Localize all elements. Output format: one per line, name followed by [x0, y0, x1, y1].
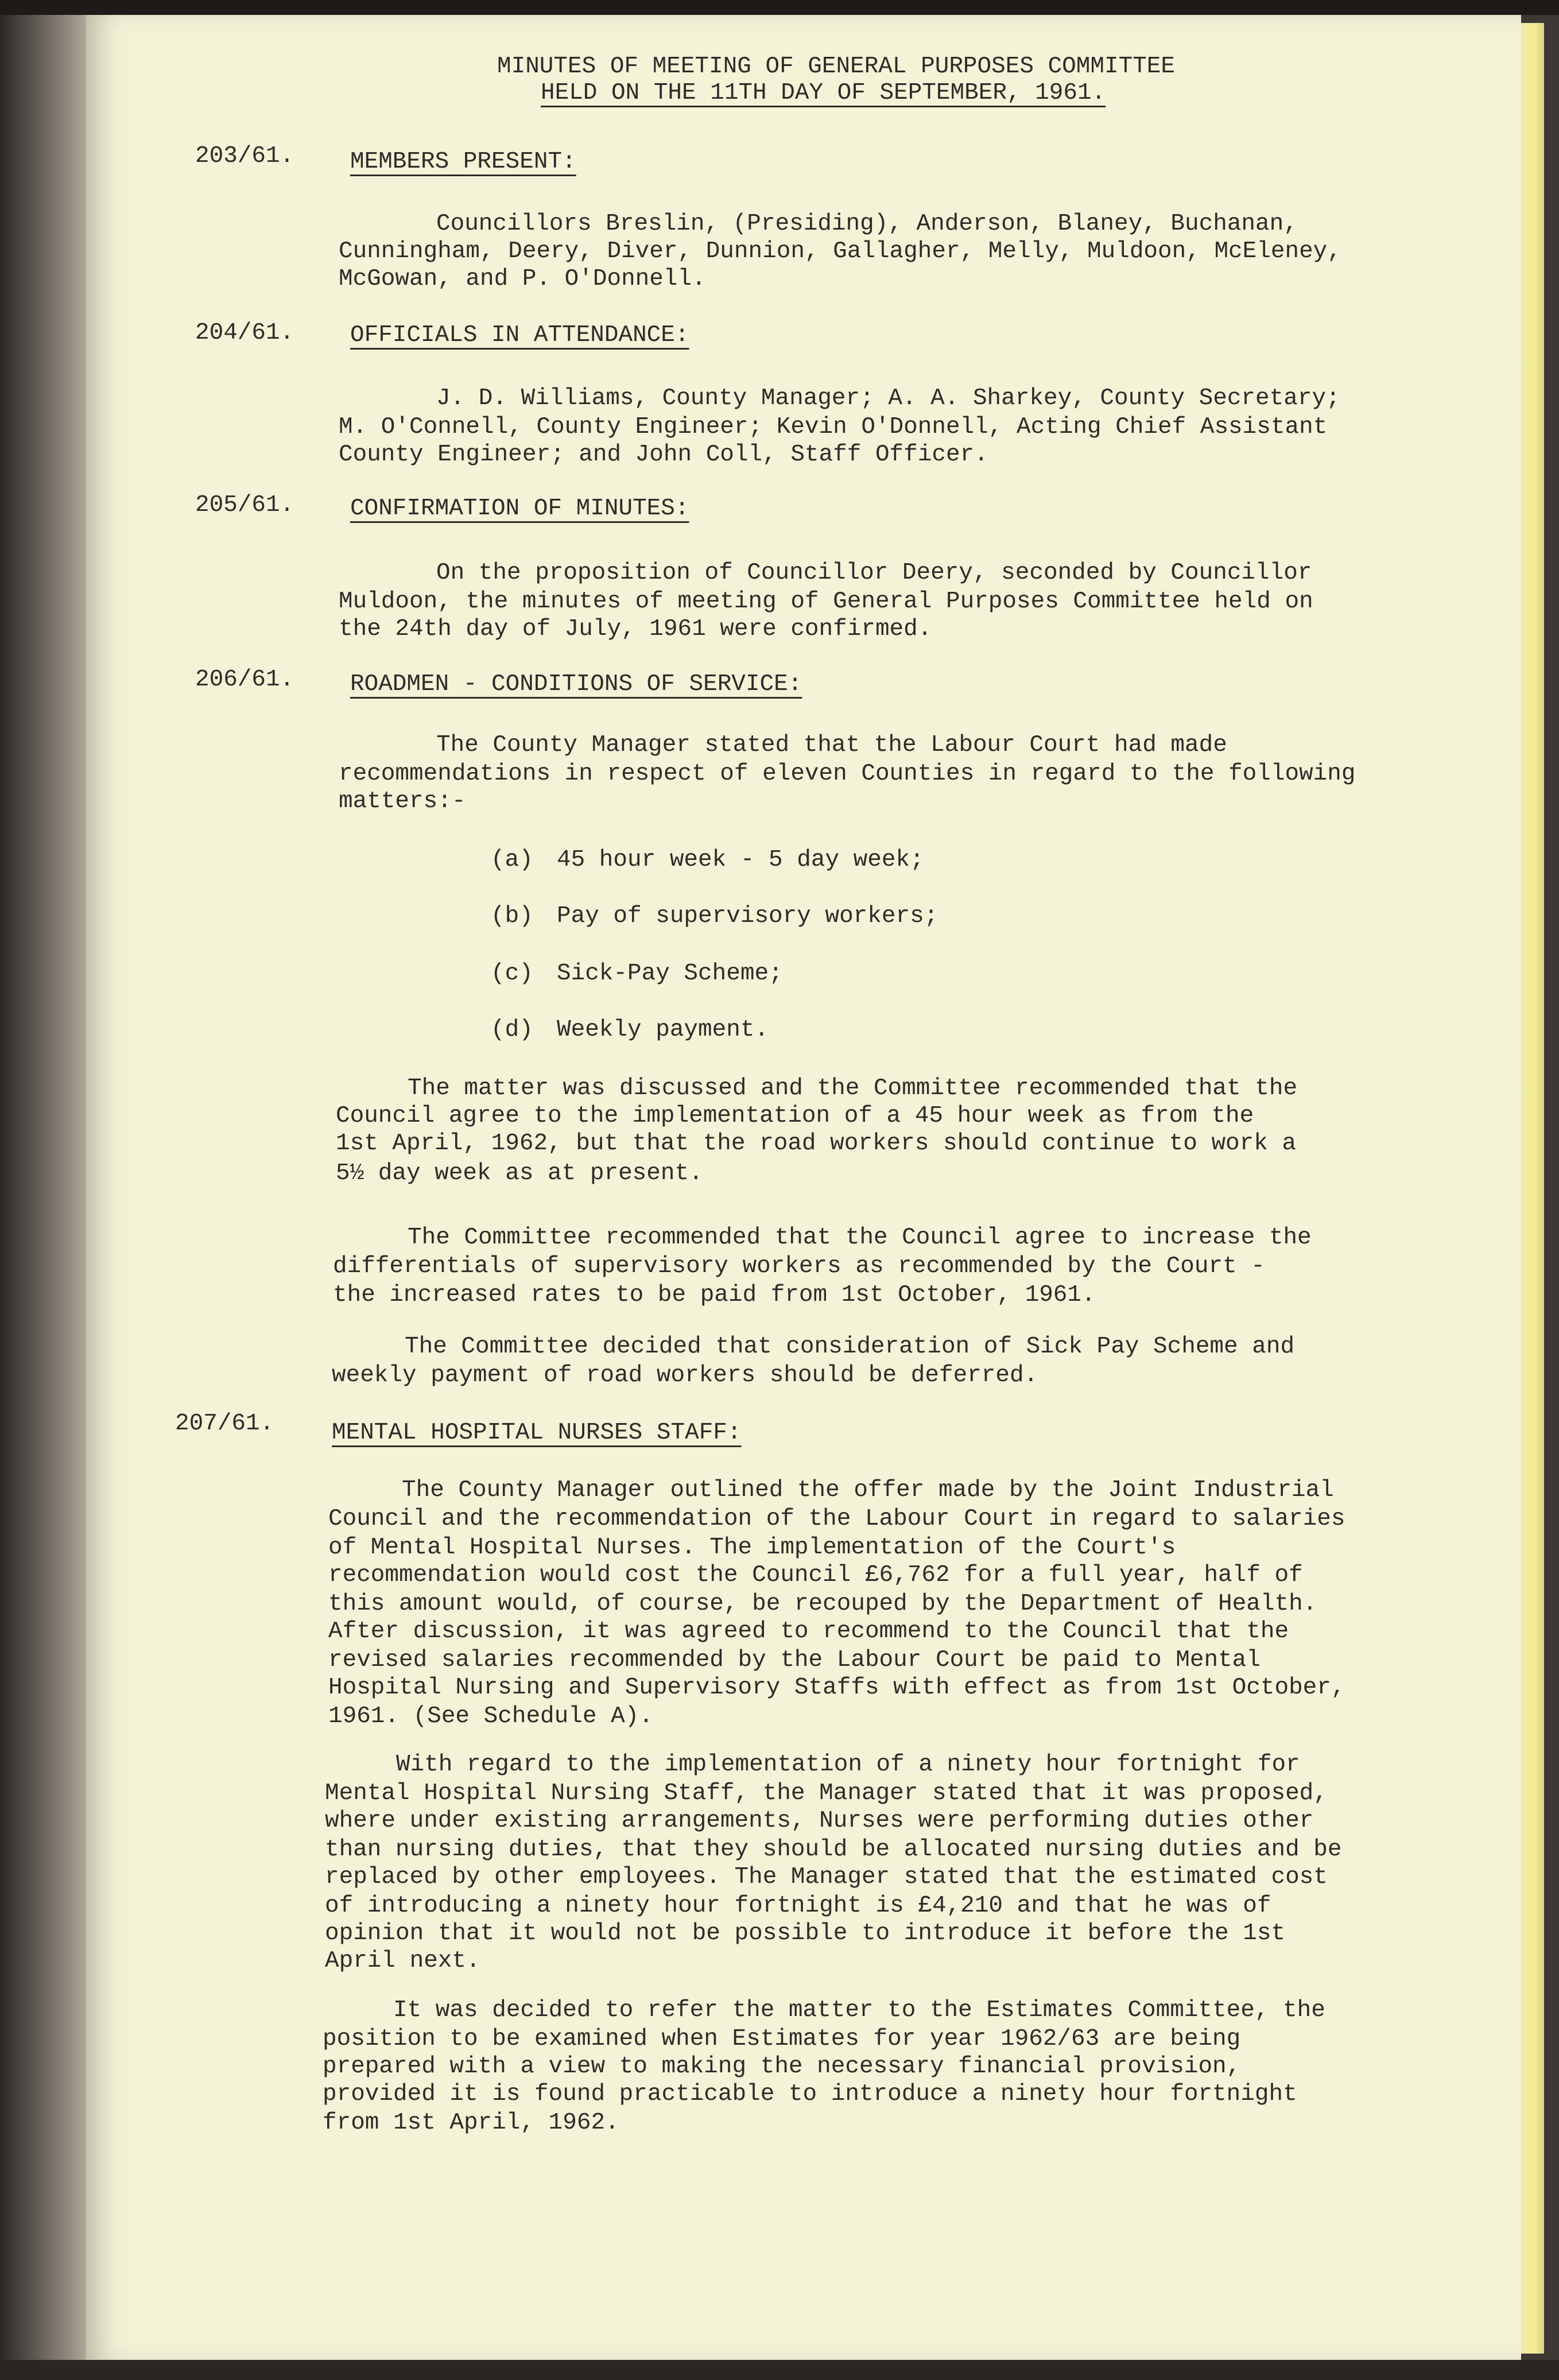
text-line: M. O'Connell, County Engineer; Kevin O'Donnell, Acting Chief Assistant	[339, 414, 1328, 440]
text-line: recommendation would cost the Council £6,762 for a full year, half of	[328, 1562, 1303, 1588]
list-item: 45 hour week - 5 day week;	[557, 847, 924, 873]
text-line: this amount would, of course, be recouped by the Department of Health.	[328, 1591, 1317, 1617]
document-subtitle: HELD ON THE 11TH DAY OF SEPTEMBER, 1961.	[541, 80, 1106, 106]
text-line: position to be examined when Estimates for year 1962/63 are being	[323, 2026, 1241, 2052]
text-line: of introducing a ninety hour fortnight is £4,210 and that he was of	[325, 1893, 1271, 1919]
text-line: weekly payment of road workers should be deferred.	[332, 1362, 1038, 1389]
list-item: Sick-Pay Scheme;	[557, 960, 783, 987]
document-title: MINUTES OF MEETING OF GENERAL PURPOSES COMMITTEE	[497, 53, 1175, 80]
text-line: 5½ day week as at present.	[336, 1160, 703, 1187]
text-line: The County Manager stated that the Labour Court had made	[436, 732, 1227, 758]
scan-top-edge	[0, 0, 1559, 15]
minute-number: 207/61.	[175, 1410, 274, 1437]
text-line: It was decided to refer the matter to the Estimates Committee, the	[393, 1997, 1325, 2024]
list-item-label: (a)	[491, 847, 533, 873]
text-line: differentials of supervisory workers as recommended by the Court -	[333, 1253, 1265, 1280]
text-line: Hospital Nursing and Supervisory Staffs with effect as from 1st October,	[328, 1674, 1345, 1701]
section-heading: ROADMEN - CONDITIONS OF SERVICE:	[350, 671, 802, 697]
text-line: of Mental Hospital Nurses. The implementation of the Court's	[328, 1534, 1176, 1561]
section-heading: MENTAL HOSPITAL NURSES STAFF:	[332, 1420, 742, 1446]
text-line: the increased rates to be paid from 1st October, 1961.	[333, 1282, 1096, 1308]
text-line: The matter was discussed and the Committee recommended that the	[408, 1075, 1298, 1102]
text-line: 1961. (See Schedule A).	[328, 1703, 653, 1730]
text-line: prepared with a view to making the necessary financial provision,	[323, 2053, 1241, 2080]
section-heading: OFFICIALS IN ATTENDANCE:	[350, 322, 689, 348]
text-line: Cunningham, Deery, Diver, Dunnion, Gallagher, Melly, Muldoon, McEleney,	[339, 238, 1341, 265]
text-line: replaced by other employees. The Manager stated that the estimated cost	[325, 1864, 1328, 1890]
minute-number: 205/61.	[195, 492, 294, 518]
text-line: opinion that it would not be possible to introduce it before the 1st	[325, 1920, 1286, 1947]
section-heading: CONFIRMATION OF MINUTES:	[350, 495, 689, 522]
text-line: The Committee decided that consideration of Sick Pay Scheme and	[405, 1334, 1295, 1360]
text-line: County Engineer; and John Coll, Staff Officer.	[339, 441, 988, 468]
list-item-label: (c)	[491, 960, 533, 987]
text-line: Council and the recommendation of the Labour Court in regard to salaries	[328, 1506, 1345, 1532]
text-line: Councillors Breslin, (Presiding), Anderson, Blaney, Buchanan,	[436, 211, 1298, 237]
minute-number: 206/61.	[195, 666, 294, 693]
text-line: The Committee recommended that the Council agree to increase the	[408, 1224, 1312, 1251]
minute-number: 203/61.	[195, 143, 294, 169]
text-line: 1st April, 1962, but that the road workers should continue to work a	[336, 1130, 1297, 1157]
text-line: April next.	[325, 1948, 480, 1974]
text-line: the 24th day of July, 1961 were confirmed.	[339, 616, 932, 642]
text-line: than nursing duties, that they should be allocated nursing duties and be	[325, 1836, 1342, 1863]
section-heading: MEMBERS PRESENT:	[350, 149, 576, 175]
text-line: Mental Hospital Nursing Staff, the Manager stated that it was proposed,	[325, 1780, 1328, 1807]
text-line: recommendations in respect of eleven Counties in regard to the following	[339, 761, 1356, 787]
text-line: Council agree to the implementation of a 45 hour week as from the	[336, 1103, 1254, 1129]
text-line: McGowan, and P. O'Donnell.	[339, 266, 706, 292]
text-line: from 1st April, 1962.	[323, 2110, 619, 2136]
text-line: J. D. Williams, County Manager; A. A. Sharkey, County Secretary;	[436, 385, 1340, 412]
text-line: revised salaries recommended by the Labour Court be paid to Mental	[328, 1647, 1261, 1673]
underlying-page-edge	[1521, 23, 1544, 2354]
list-item: Weekly payment.	[557, 1017, 769, 1043]
list-item: Pay of supervisory workers;	[557, 903, 938, 929]
text-line: matters:-	[339, 788, 466, 815]
minute-number: 204/61.	[195, 320, 294, 346]
text-line: After discussion, it was agreed to recommend to the Council that the	[328, 1618, 1289, 1645]
scan-bottom-edge	[0, 2360, 1559, 2380]
text-line: With regard to the implementation of a ninety hour fortnight for	[396, 1751, 1300, 1778]
text-line: provided it is found practicable to introduce a ninety hour fortnight	[323, 2081, 1297, 2107]
text-line: where under existing arrangements, Nurses were performing duties other	[325, 1808, 1314, 1834]
list-item-label: (b)	[491, 903, 533, 929]
list-item-label: (d)	[491, 1017, 533, 1043]
text-line: Muldoon, the minutes of meeting of General Purposes Committee held on	[339, 588, 1313, 615]
text-line: On the proposition of Councillor Deery, seconded by Councillor	[436, 560, 1312, 586]
text-line: The County Manager outlined the offer made by the Joint Industrial	[402, 1477, 1334, 1503]
